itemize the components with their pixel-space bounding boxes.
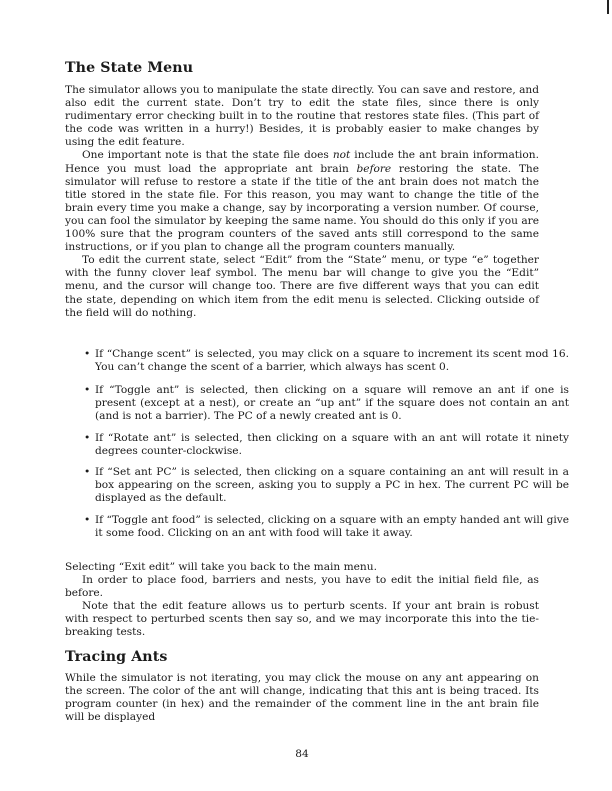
text-run: One important note is that the state file does — [82, 149, 333, 162]
section-heading-state-menu: The State Menu — [65, 60, 194, 76]
list-item-text: If “Rotate ant” is selected, then clicking on a square with an ant will rotate it ninety degrees counter-clockwise. — [95, 432, 569, 458]
list-item — [65, 384, 569, 423]
state-menu-closing — [65, 561, 539, 640]
bullet-icon: • — [84, 514, 91, 526]
bullet-icon: • — [84, 466, 91, 478]
paragraph: In order to place food, barriers and nests, you have to edit the initial field file, as before. — [65, 574, 539, 600]
section-heading-tracing-ants: Tracing Ants — [65, 649, 168, 665]
list-item-text: If “Set ant PC” is selected, then clicking on a square containing an ant will result in a box appearing on the screen, asking you to supply a PC in hex. The current PC will be displayed as the default. — [95, 466, 569, 505]
list-item — [65, 466, 569, 505]
paragraph: Note that the edit feature allows us to perturb scents. If your ant brain is robust with respect to perturbed scents then say so, and we may incorporate this into the tie-breaking tests. — [65, 600, 539, 639]
page-number: 84 — [295, 748, 309, 760]
bullet-icon: • — [84, 432, 91, 444]
paragraph: While the simulator is not iterating, you may click the mouse on any ant appearing on the screen. The color of the ant will change, indicating that this ant is being traced. Its program counter (in hex) and the remainder of the comment line in the ant brain file will be displayed — [65, 672, 539, 724]
paragraph: The simulator allows you to manipulate the state directly. You can save and restore, and also edit the current state. Don’t try to edit the state files, since there is only rudimentary error checking built in to the routine that restores state files. (This part of the code was written in a hurry!) Besides, it is probably easier to make changes by using the edit feature. — [65, 84, 539, 149]
emphasis: not — [332, 149, 351, 162]
list-item-text: If “Change scent” is selected, you may click on a square to increment its scent mod 16. You can’t change the scent of a barrier, which always has scent 0. — [95, 348, 569, 374]
bullet-icon: • — [84, 384, 91, 396]
list-item-text: If “Toggle ant” is selected, then clicking on a square will remove an ant if one is present (except at a nest), or create an “up ant” if the square does not contain an ant (and is not a barrier). The PC of a newly created ant is 0. — [95, 384, 569, 423]
list-item — [65, 348, 569, 374]
text-run: include the ant brain information. Hence you must load the appropriate ant brain — [65, 149, 539, 175]
list-item-text: If “Toggle ant food” is selected, clicking on a square with an empty handed ant will give it some food. Clicking on an ant with food will take it away. — [95, 514, 569, 540]
state-menu-intro — [65, 84, 539, 320]
paragraph: To edit the current state, select “Edit” from the “State” menu, or type “e” together with the funny clover leaf symbol. The menu bar will change to give you the “Edit” menu, and the cursor will change too. There are five different ways that you can edit the state, depending on which item from the edit menu is selected. Clicking outside of the field will do nothing. — [65, 254, 539, 319]
list-item — [65, 432, 569, 458]
page-edge-mark — [607, 0, 609, 14]
tracing-ants-body — [65, 672, 539, 724]
text-run: restoring the state. The simulator will refuse to restore a state if the title of the ant brain does not match the title stored in the state file. For this reason, you may want to change the title of the brain every time you make a change, say by incorporating a version number. Of course, you can fool the simulator by keeping the same name. You should do this only if you are 100% sure that the program counters of the saved ants still correspond to the same instructions, or if you plan to change all the program counters manually. — [65, 162, 539, 254]
bullet-icon: • — [84, 348, 91, 360]
paragraph — [65, 149, 539, 254]
emphasis: before — [356, 162, 392, 175]
list-item — [65, 514, 569, 540]
paragraph: Selecting “Exit edit” will take you back to the main menu. — [65, 561, 377, 573]
